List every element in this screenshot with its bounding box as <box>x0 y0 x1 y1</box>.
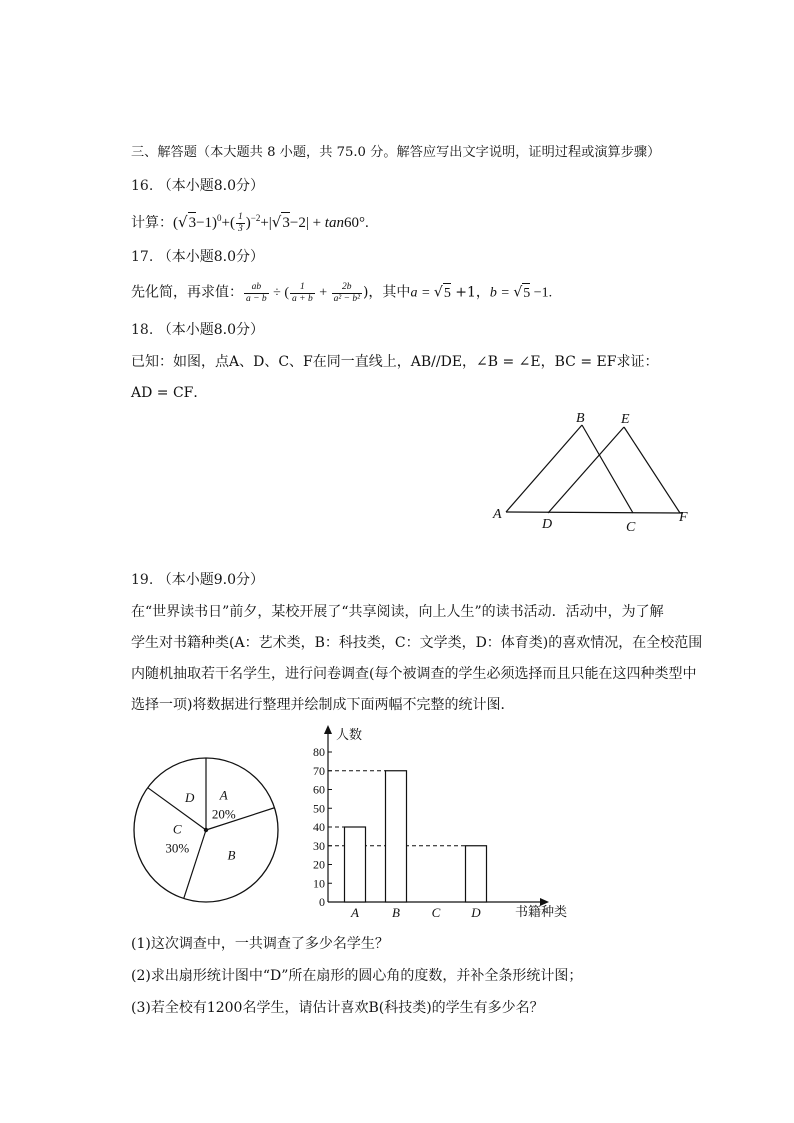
sqrt-sign: √ <box>178 213 188 231</box>
q16-exp0: 0 <box>217 213 222 223</box>
q19-score: （本小题9.0分） <box>157 572 264 588</box>
q16-tan: tan <box>324 215 344 231</box>
q19-paragraph-1: 在“世界读书日”前夕，某校开展了“共享阅读，向上人生”的读书活动．活动中，为了解 <box>131 604 664 620</box>
frac-numerator: 1 <box>238 212 243 223</box>
q19-sub-3: (3)若全校有1200名学生，请估计喜欢B(科技类)的学生有多少名？ <box>131 1000 544 1016</box>
q16-part: 60°. <box>343 215 369 231</box>
bar-a <box>345 827 366 902</box>
triangle-figure <box>490 405 700 535</box>
q16-part: ) <box>245 215 251 231</box>
bar-chart <box>300 722 580 922</box>
bar-b <box>386 771 407 902</box>
frac-numerator: ab <box>244 282 269 294</box>
frac-numerator: 1 <box>290 282 315 294</box>
y-tick-label: 40 <box>313 820 325 834</box>
segment-de <box>548 427 624 513</box>
q19-sub-1: (1)这次调查中，一共调查了多少名学生？ <box>131 936 389 952</box>
q17-a-root: 5 <box>443 283 451 304</box>
q17-b-root: 5 <box>522 283 530 304</box>
q16-header <box>131 176 264 196</box>
q16-exp-neg2: −2 <box>250 213 261 223</box>
q17-part: )，其中 <box>362 284 411 301</box>
pie-label-b: B <box>227 847 236 863</box>
pie-label-d: D <box>184 789 195 805</box>
q19-header <box>131 570 264 590</box>
segment-bc <box>582 425 633 513</box>
segment-ef <box>624 427 680 513</box>
y-tick-label: 50 <box>313 801 325 816</box>
q17-part: +1， <box>450 284 490 301</box>
q16-root3: 3 <box>188 212 197 233</box>
q16-number: 16. <box>131 178 154 194</box>
q17-expression <box>131 282 552 305</box>
y-tick-label: 30 <box>313 838 325 853</box>
y-tick-label: 80 <box>313 745 325 759</box>
label-b: B <box>576 411 585 426</box>
y-tick-label: 0 <box>319 895 325 909</box>
q19-paragraph-2: 学生对书籍种类(A：艺术类，B：科技类，C：文学类，D：体育类)的喜欢情况，在全校范围 <box>131 635 703 651</box>
q16-part: +| <box>260 215 272 231</box>
y-tick-label: 70 <box>313 763 325 778</box>
y-tick-label: 20 <box>313 857 325 872</box>
x-category-d: D <box>471 905 481 920</box>
q17-prefix: 先化简，再求值： <box>131 284 243 301</box>
label-f: F <box>679 510 688 525</box>
q16-expression <box>131 208 369 235</box>
q17-fraction-2 <box>290 282 315 305</box>
sqrt-sign: √ <box>433 284 443 301</box>
q17-score: （本小题8.0分） <box>157 249 264 265</box>
frac-denominator: 3 <box>238 224 243 235</box>
bar-xlabel: 书籍种类 <box>515 905 568 920</box>
q18-text-1: 已知：如图，点A、D、C、F在同一直线上，AB//DE，∠B = ∠E，BC = EF求证： <box>131 354 659 370</box>
pie-label-c: C <box>172 821 182 837</box>
x-category-c: C <box>431 905 441 920</box>
pie-percent-a: 20% <box>211 806 236 822</box>
q17-number: 17. <box>131 249 154 265</box>
q19-paragraph-4: 选择一项)将数据进行整理并绘制成下面两幅不完整的统计图． <box>131 697 515 713</box>
q16-part: −2| + <box>289 215 325 231</box>
q18-text-2: AD = CF． <box>131 385 208 401</box>
q17-fraction-3 <box>332 282 362 305</box>
pie-label-a: A <box>219 787 228 803</box>
frac-numerator: 2b <box>332 282 362 294</box>
q17-fraction-1 <box>244 282 269 305</box>
y-tick-label: 60 <box>313 782 325 797</box>
sqrt-sign: √ <box>271 213 282 231</box>
pie-center <box>204 828 208 832</box>
q16-part: −1) <box>196 215 218 231</box>
q17-header <box>131 247 264 267</box>
q16-prefix: 计算： <box>131 215 173 231</box>
q19-number: 19. <box>131 572 154 588</box>
q18-header <box>131 320 264 340</box>
segment-ab <box>506 425 582 512</box>
q17-part: −1. <box>530 285 553 301</box>
label-c: C <box>626 520 636 535</box>
y-tick-label: 10 <box>313 876 325 891</box>
q18-score: （本小题8.0分） <box>157 322 264 338</box>
q19-paragraph-3: 内随机抽取若干名学生，进行问卷调查(每个被调查的学生必须选择而且只能在这四种类型中 <box>131 666 697 682</box>
label-a: A <box>493 507 502 522</box>
sqrt-sign: √ <box>513 284 523 301</box>
q17-b-eq: b = <box>489 285 514 301</box>
q17-part: ÷ ( <box>269 285 290 301</box>
q16-root3b: 3 <box>281 212 290 233</box>
y-axis-arrow <box>324 725 332 734</box>
x-category-b: B <box>392 905 400 920</box>
line-af <box>506 512 683 513</box>
frac-denominator: a² − b² <box>333 294 360 304</box>
q16-part: +( <box>221 215 235 231</box>
q18-number: 18. <box>131 322 154 338</box>
frac-denominator: a − b <box>246 294 267 304</box>
bar-ylabel: 人数 <box>336 728 363 743</box>
bar-d <box>466 846 487 902</box>
label-d: D <box>542 517 553 532</box>
section-heading: 三、解答题（本大题共 8 小题，共 75.0 分。解答应写出文字说明，证明过程或演算步骤） <box>131 145 661 160</box>
q16-score: （本小题8.0分） <box>157 178 264 194</box>
q17-a-eq: a = <box>410 285 434 301</box>
pie-percent-c: 30% <box>165 840 190 856</box>
frac-denominator: a + b <box>292 294 313 304</box>
q17-part: + <box>315 285 331 301</box>
pie-chart <box>128 753 288 913</box>
q19-sub-2: (2)求出扇形统计图中“D”所在扇形的圆心角的度数，并补全条形统计图； <box>131 968 583 984</box>
label-e: E <box>621 412 630 427</box>
q16-fraction <box>236 212 245 235</box>
q16-part: ( <box>173 215 178 231</box>
x-category-a: A <box>351 905 359 920</box>
